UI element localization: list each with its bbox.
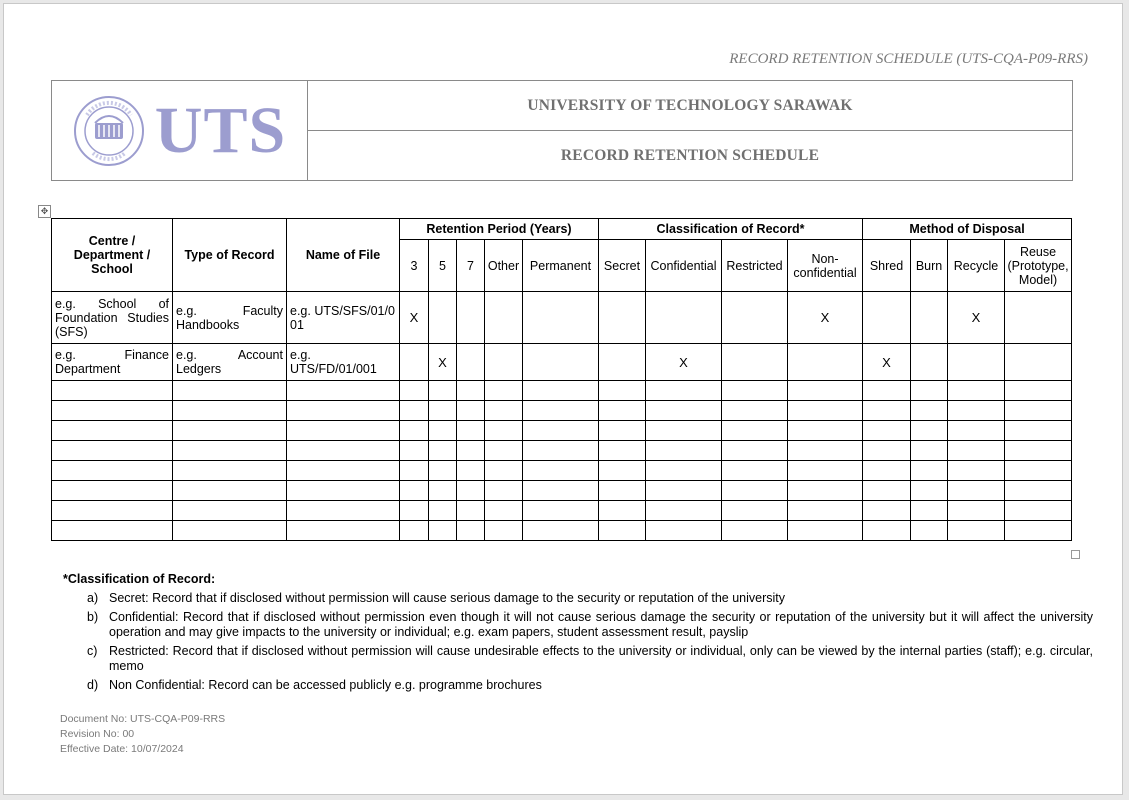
cell-r5[interactable] <box>429 381 457 401</box>
cell-burn[interactable] <box>911 441 948 461</box>
cell-reuse[interactable] <box>1005 292 1072 344</box>
table-row <box>52 292 1072 344</box>
table-row <box>52 401 1072 421</box>
cell-secret[interactable] <box>599 441 646 461</box>
cell-other[interactable] <box>485 344 523 381</box>
cell-recycle[interactable] <box>948 421 1005 441</box>
cell-reuse[interactable] <box>1005 381 1072 401</box>
cell-name[interactable] <box>287 461 400 481</box>
cell-type[interactable] <box>173 381 287 401</box>
cell-r7[interactable] <box>457 501 485 521</box>
cell-secret[interactable] <box>599 481 646 501</box>
cell-r3[interactable] <box>400 344 429 381</box>
cell-other[interactable] <box>485 481 523 501</box>
subheader-shred: Shred <box>863 240 911 292</box>
cell-secret[interactable] <box>599 501 646 521</box>
cell-r5[interactable]: X <box>429 344 457 381</box>
logo <box>52 81 308 180</box>
cell-r5[interactable] <box>429 292 457 344</box>
document-footer <box>60 712 225 757</box>
cell-recycle[interactable] <box>948 481 1005 501</box>
cell-confidential[interactable] <box>646 481 722 501</box>
cell-shred[interactable] <box>863 521 911 541</box>
note-text: Restricted: Record that if disclosed without permission will cause undesirable effects to the university or individual, only can be viewed by the internal parties (staff); e.g. circular, memo <box>109 644 1093 673</box>
cell-name[interactable] <box>287 401 400 421</box>
cell-shred[interactable] <box>863 501 911 521</box>
cell-permanent[interactable] <box>523 521 599 541</box>
cell-confidential[interactable]: X <box>646 344 722 381</box>
cell-centre[interactable] <box>52 481 173 501</box>
cell-recycle[interactable] <box>948 401 1005 421</box>
document-number: Document No: UTS-CQA-P09-RRS <box>60 713 226 725</box>
cell-permanent[interactable] <box>523 441 599 461</box>
cell-restricted[interactable] <box>722 461 788 481</box>
note-item <box>63 644 1093 674</box>
header-disposal: Method of Disposal <box>863 219 1072 240</box>
cell-nonconfidential[interactable] <box>788 421 863 441</box>
cell-restricted[interactable] <box>722 481 788 501</box>
cell-reuse[interactable] <box>1005 421 1072 441</box>
cell-confidential[interactable] <box>646 381 722 401</box>
header-centre: Centre / Department / School <box>52 219 173 292</box>
cell-name[interactable] <box>287 521 400 541</box>
cell-centre[interactable] <box>52 441 173 461</box>
cell-type[interactable] <box>173 521 287 541</box>
cell-type[interactable] <box>173 441 287 461</box>
cell-shred[interactable] <box>863 461 911 481</box>
cell-confidential[interactable] <box>646 292 722 344</box>
cell-reuse[interactable] <box>1005 461 1072 481</box>
cell-restricted[interactable] <box>722 501 788 521</box>
subheader-5: 5 <box>429 240 457 292</box>
cell-r3[interactable] <box>400 421 429 441</box>
header-box <box>51 80 1073 181</box>
cell-confidential[interactable] <box>646 401 722 421</box>
cell-nonconfidential[interactable] <box>788 501 863 521</box>
cell-centre[interactable] <box>52 381 173 401</box>
cell-permanent[interactable] <box>523 481 599 501</box>
cell-recycle[interactable] <box>948 441 1005 461</box>
cell-restricted[interactable] <box>722 381 788 401</box>
cell-other[interactable] <box>485 461 523 481</box>
cell-secret[interactable] <box>599 461 646 481</box>
cell-restricted[interactable] <box>722 292 788 344</box>
cell-other[interactable] <box>485 401 523 421</box>
cell-r7[interactable] <box>457 381 485 401</box>
cell-secret[interactable] <box>599 421 646 441</box>
cell-shred[interactable] <box>863 481 911 501</box>
cell-centre[interactable] <box>52 501 173 521</box>
cell-nonconfidential[interactable] <box>788 481 863 501</box>
cell-name[interactable] <box>287 481 400 501</box>
cell-reuse[interactable] <box>1005 521 1072 541</box>
cell-burn[interactable] <box>911 292 948 344</box>
cell-reuse[interactable] <box>1005 501 1072 521</box>
logo-text: UTS <box>154 93 287 167</box>
cell-r7[interactable] <box>457 461 485 481</box>
cell-name[interactable] <box>287 381 400 401</box>
subheader-secret: Secret <box>599 240 646 292</box>
cell-r7[interactable] <box>457 292 485 344</box>
cell-reuse[interactable] <box>1005 441 1072 461</box>
table-row <box>52 521 1072 541</box>
cell-r3[interactable] <box>400 481 429 501</box>
cell-other[interactable] <box>485 381 523 401</box>
table-move-handle-icon[interactable]: ✥ <box>38 205 51 218</box>
classification-notes <box>63 572 1093 693</box>
subheader-reuse: Reuse (Prototype, Model) <box>1005 240 1072 292</box>
cell-type[interactable]: e.g. Faculty Handbooks <box>173 292 287 344</box>
cell-r5[interactable] <box>429 501 457 521</box>
cell-other[interactable] <box>485 441 523 461</box>
note-text: Secret: Record that if disclosed without permission will cause serious damage to the security or reputation of the university <box>109 591 786 605</box>
cell-recycle[interactable] <box>948 501 1005 521</box>
cell-r3[interactable] <box>400 501 429 521</box>
cell-confidential[interactable] <box>646 421 722 441</box>
cell-permanent[interactable] <box>523 461 599 481</box>
cell-type[interactable]: e.g. Account Ledgers <box>173 344 287 381</box>
cell-nonconfidential[interactable] <box>788 521 863 541</box>
table-row <box>52 441 1072 461</box>
cell-r3[interactable]: X <box>400 292 429 344</box>
cell-permanent[interactable] <box>523 381 599 401</box>
cell-type[interactable] <box>173 421 287 441</box>
cell-shred[interactable]: X <box>863 344 911 381</box>
header-classification: Classification of Record* <box>599 219 863 240</box>
cell-r3[interactable] <box>400 381 429 401</box>
cell-confidential[interactable] <box>646 501 722 521</box>
cell-nonconfidential[interactable] <box>788 461 863 481</box>
cell-r5[interactable] <box>429 441 457 461</box>
cell-centre[interactable]: e.g. Finance Department <box>52 344 173 381</box>
cell-permanent[interactable] <box>523 421 599 441</box>
cell-other[interactable] <box>485 521 523 541</box>
cell-r7[interactable] <box>457 401 485 421</box>
cell-shred[interactable] <box>863 401 911 421</box>
cell-confidential[interactable] <box>646 461 722 481</box>
document-page <box>3 3 1123 795</box>
cell-secret[interactable] <box>599 292 646 344</box>
cell-permanent[interactable] <box>523 401 599 421</box>
cell-type[interactable] <box>173 481 287 501</box>
table-row <box>52 461 1072 481</box>
table-row <box>52 344 1072 381</box>
cell-confidential[interactable] <box>646 521 722 541</box>
cell-r7[interactable] <box>457 344 485 381</box>
cell-r7[interactable] <box>457 481 485 501</box>
cell-name[interactable]: e.g. UTS/FD/01/001 <box>287 344 400 381</box>
schedule-title: RECORD RETENTION SCHEDULE <box>308 130 1072 180</box>
document-reference: RECORD RETENTION SCHEDULE (UTS-CQA-P09-RRS) <box>729 51 1088 67</box>
cell-restricted[interactable] <box>722 441 788 461</box>
cell-burn[interactable] <box>911 481 948 501</box>
cell-burn[interactable] <box>911 421 948 441</box>
cell-centre[interactable] <box>52 461 173 481</box>
cell-nonconfidential[interactable] <box>788 401 863 421</box>
cell-restricted[interactable] <box>722 521 788 541</box>
notes-title: *Classification of Record: <box>63 572 216 586</box>
cell-type[interactable] <box>173 461 287 481</box>
cell-permanent[interactable] <box>523 344 599 381</box>
cell-r5[interactable] <box>429 401 457 421</box>
cell-restricted[interactable] <box>722 401 788 421</box>
table-row <box>52 421 1072 441</box>
cell-secret[interactable] <box>599 521 646 541</box>
cell-burn[interactable] <box>911 521 948 541</box>
revision-number: Revision No: 00 <box>60 728 135 740</box>
university-title: UNIVERSITY OF TECHNOLOGY SARAWAK <box>527 96 853 114</box>
cell-name[interactable] <box>287 421 400 441</box>
cell-recycle[interactable] <box>948 381 1005 401</box>
header-type: Type of Record <box>173 219 287 292</box>
note-label: b) <box>87 610 99 624</box>
cell-r3[interactable] <box>400 461 429 481</box>
university-seal-icon <box>73 95 145 167</box>
cell-recycle[interactable] <box>948 521 1005 541</box>
subheader-permanent: Permanent <box>523 240 599 292</box>
note-label: d) <box>87 678 99 692</box>
cell-r7[interactable] <box>457 521 485 541</box>
cell-nonconfidential[interactable] <box>788 344 863 381</box>
cell-name[interactable]: e.g. UTS/SFS/01/001 <box>287 292 400 344</box>
cell-recycle[interactable] <box>948 461 1005 481</box>
cell-secret[interactable] <box>599 401 646 421</box>
cell-shred[interactable] <box>863 421 911 441</box>
cell-centre[interactable] <box>52 401 173 421</box>
subheader-confidential: Confidential <box>646 240 722 292</box>
note-label: a) <box>87 591 99 605</box>
cell-r7[interactable] <box>457 441 485 461</box>
cell-shred[interactable] <box>863 441 911 461</box>
note-label: c) <box>87 644 98 658</box>
cell-reuse[interactable] <box>1005 481 1072 501</box>
table-row <box>52 381 1072 401</box>
cell-confidential[interactable] <box>646 441 722 461</box>
cell-burn[interactable] <box>911 381 948 401</box>
note-item <box>63 678 1093 693</box>
cell-r5[interactable] <box>429 421 457 441</box>
cell-r5[interactable] <box>429 461 457 481</box>
cell-name[interactable] <box>287 501 400 521</box>
cell-name[interactable] <box>287 441 400 461</box>
cell-shred[interactable] <box>863 292 911 344</box>
cell-other[interactable] <box>485 421 523 441</box>
table-resize-handle[interactable] <box>1071 550 1080 559</box>
subheader-nonconfidential: Non-confidential <box>788 240 863 292</box>
cell-permanent[interactable] <box>523 501 599 521</box>
cell-permanent[interactable] <box>523 292 599 344</box>
header-retention: Retention Period (Years) <box>400 219 599 240</box>
cell-burn[interactable] <box>911 501 948 521</box>
subheader-recycle: Recycle <box>948 240 1005 292</box>
note-text: Confidential: Record that if disclosed without permission even though it will not cause serious damage the security or reputation of the university but it will affect the university operation and may give impacts to the university or individual; e.g. exam papers, student assessment result, payslip <box>109 610 1093 639</box>
cell-burn[interactable] <box>911 461 948 481</box>
cell-r3[interactable] <box>400 401 429 421</box>
cell-burn[interactable] <box>911 344 948 381</box>
retention-table <box>51 218 1072 541</box>
table-body <box>52 292 1072 541</box>
table-row <box>52 501 1072 521</box>
cell-nonconfidential[interactable]: X <box>788 292 863 344</box>
subheader-other: Other <box>485 240 523 292</box>
cell-r3[interactable] <box>400 521 429 541</box>
header-name: Name of File <box>287 219 400 292</box>
cell-r3[interactable] <box>400 441 429 461</box>
cell-centre[interactable] <box>52 421 173 441</box>
cell-other[interactable] <box>485 292 523 344</box>
effective-date: Effective Date: 10/07/2024 <box>60 743 184 755</box>
note-item <box>63 610 1093 640</box>
subheader-burn: Burn <box>911 240 948 292</box>
cell-restricted[interactable] <box>722 344 788 381</box>
cell-secret[interactable] <box>599 381 646 401</box>
cell-type[interactable] <box>173 401 287 421</box>
cell-recycle[interactable]: X <box>948 292 1005 344</box>
cell-recycle[interactable] <box>948 344 1005 381</box>
cell-r5[interactable] <box>429 521 457 541</box>
title-cell <box>308 81 1072 180</box>
table-row <box>52 481 1072 501</box>
note-text: Non Confidential: Record can be accessed publicly e.g. programme brochures <box>109 678 542 692</box>
cell-burn[interactable] <box>911 401 948 421</box>
subheader-restricted: Restricted <box>722 240 788 292</box>
cell-shred[interactable] <box>863 381 911 401</box>
subheader-3: 3 <box>400 240 429 292</box>
note-item <box>63 591 1093 606</box>
cell-restricted[interactable] <box>722 421 788 441</box>
cell-secret[interactable] <box>599 344 646 381</box>
cell-type[interactable] <box>173 501 287 521</box>
cell-reuse[interactable] <box>1005 344 1072 381</box>
cell-r5[interactable] <box>429 481 457 501</box>
cell-r7[interactable] <box>457 421 485 441</box>
cell-centre[interactable] <box>52 521 173 541</box>
cell-nonconfidential[interactable] <box>788 441 863 461</box>
cell-nonconfidential[interactable] <box>788 381 863 401</box>
cell-reuse[interactable] <box>1005 401 1072 421</box>
cell-other[interactable] <box>485 501 523 521</box>
subheader-7: 7 <box>457 240 485 292</box>
cell-centre[interactable]: e.g. School of Foundation Studies (SFS) <box>52 292 173 344</box>
